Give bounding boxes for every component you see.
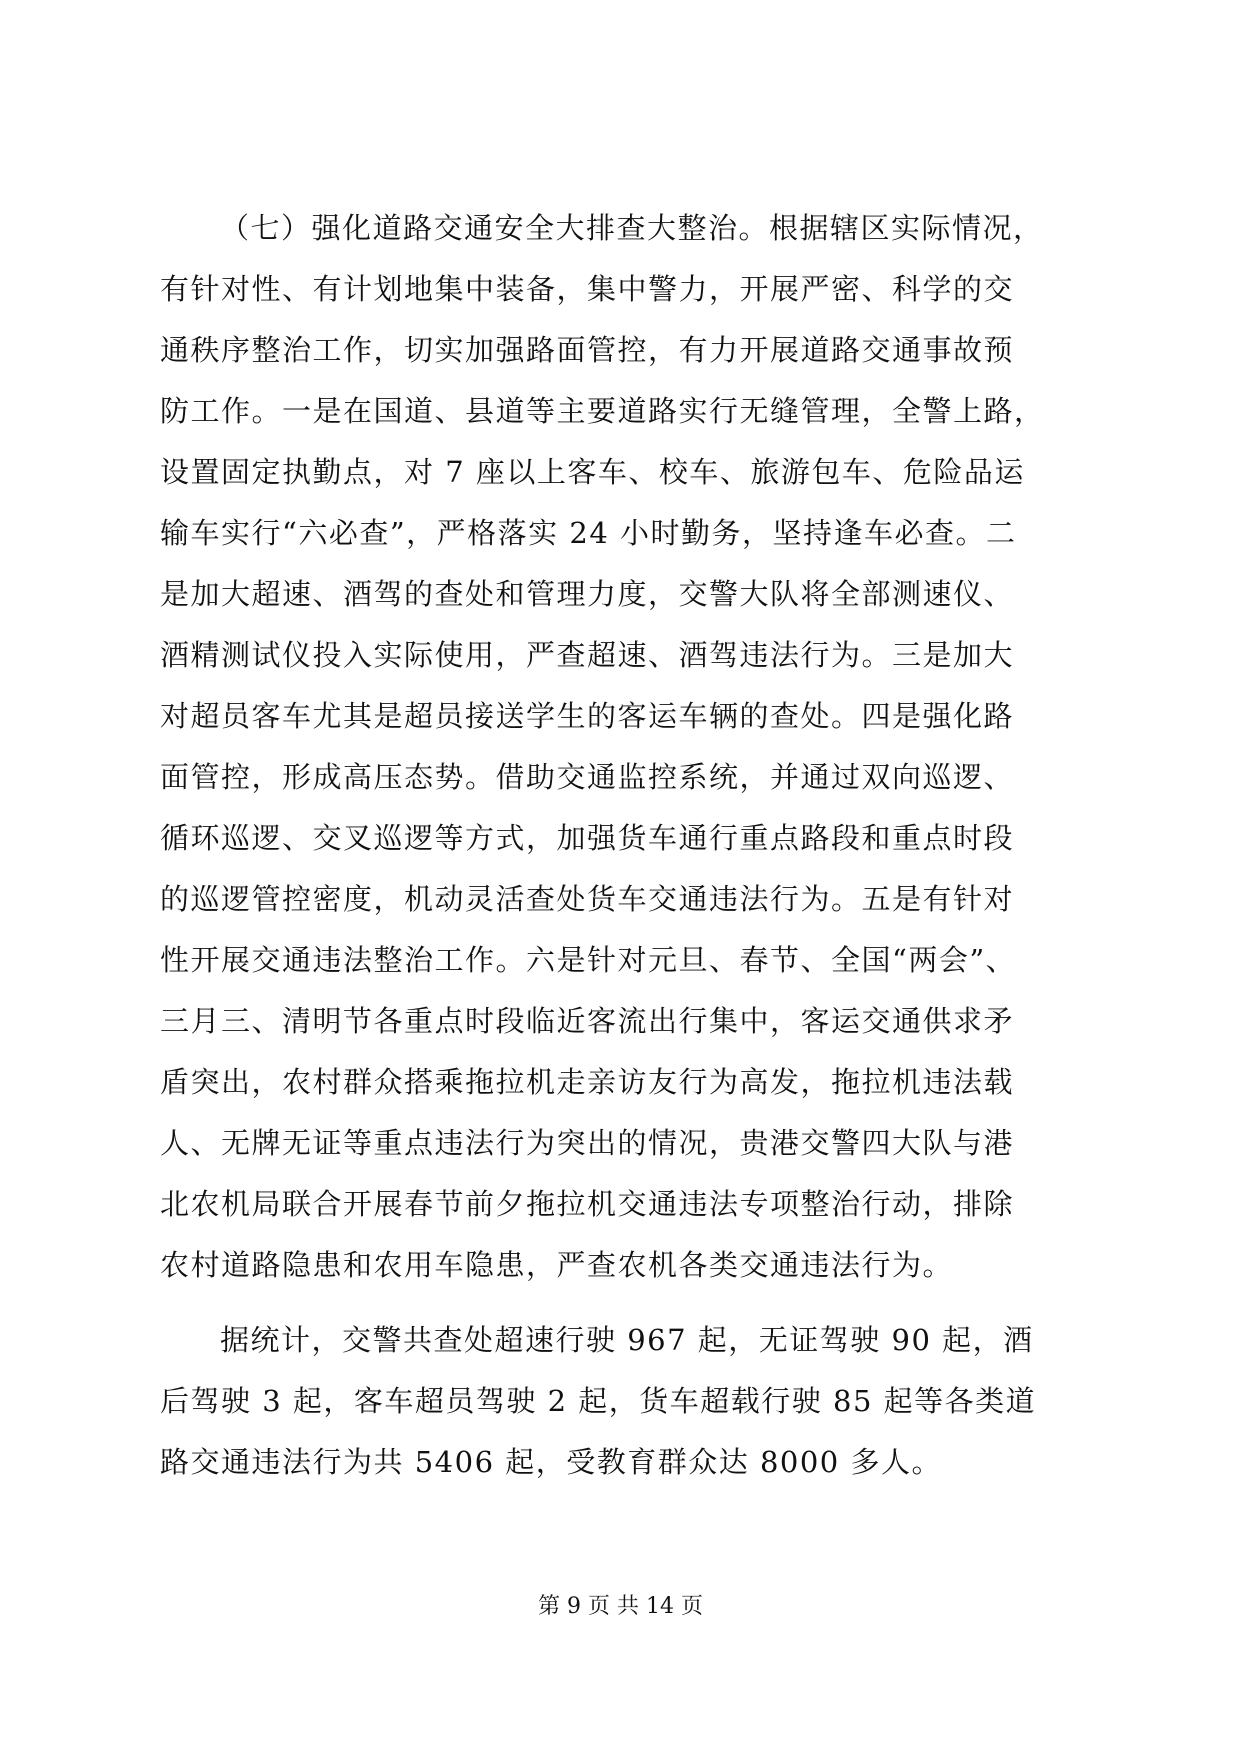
paragraph-line: 输车实行“六必查”，严格落实 24 小时勤务，坚持逢车必查。二 xyxy=(160,516,1017,550)
paragraph-line: 的巡逻管控密度，机动灵活查处货车交通违法行为。五是有针对 xyxy=(160,882,1015,916)
paragraph-1 xyxy=(160,198,1090,1296)
paragraph-line: 据统计，交警共查处超速行驶 967 起，无证驾驶 90 起，酒 xyxy=(220,1323,1034,1357)
paragraph-line: 盾突出，农村群众搭乘拖拉机走亲访友行为高发，拖拉机违法载 xyxy=(160,1065,1015,1099)
paragraph-line: 路交通违法行为共 5406 起，受教育群众达 8000 多人。 xyxy=(160,1445,942,1479)
paragraph-line: 性开展交通违法整治工作。六是针对元旦、春节、全国“两会”、 xyxy=(160,943,1017,977)
paragraph-line: 通秩序整治工作，切实加强路面管控，有力开展道路交通事故预 xyxy=(160,333,1015,367)
page-number-footer: 第 9 页 共 14 页 xyxy=(538,1594,703,1619)
paragraph-2 xyxy=(160,1310,1090,1493)
paragraph-line: 对超员客车尤其是超员接送学生的客运车辆的查处。四是强化路 xyxy=(160,699,1015,733)
paragraph-line: 人、无牌无证等重点违法行为突出的情况，贵港交警四大队与港 xyxy=(160,1126,1015,1160)
paragraph-line: 三月三、清明节各重点时段临近客流出行集中，客运交通供求矛 xyxy=(160,1004,1015,1038)
document-body xyxy=(160,198,1090,1493)
paragraph-line: 是加大超速、酒驾的查处和管理力度，交警大队将全部测速仪、 xyxy=(160,577,1015,611)
paragraph-line: 面管控，形成高压态势。借助交通监控系统，并通过双向巡逻、 xyxy=(160,760,1015,794)
paragraph-spacer xyxy=(160,1296,1090,1310)
paragraph-line: 酒精测试仪投入实际使用，严查超速、酒驾违法行为。三是加大 xyxy=(160,638,1015,672)
paragraph-line: 后驾驶 3 起，客车超员驾驶 2 起，货车超载行驶 85 起等各类道 xyxy=(160,1384,1037,1418)
paragraph-line: 循环巡逻、交叉巡逻等方式，加强货车通行重点路段和重点时段 xyxy=(160,821,1015,855)
paragraph-line: 防工作。一是在国道、县道等主要道路实行无缝管理，全警上路， xyxy=(160,394,1045,428)
paragraph-line: 设置固定执勤点，对 7 座以上客车、校车、旅游包车、危险品运 xyxy=(160,455,1025,489)
paragraph-line: 农村道路隐患和农用车隐患，严查农机各类交通违法行为。 xyxy=(160,1248,954,1282)
paragraph-line: （七）强化道路交通安全大排查大整治。根据辖区实际情况， xyxy=(220,211,1044,245)
paragraph-line: 有针对性、有计划地集中装备，集中警力，开展严密、科学的交 xyxy=(160,272,1015,306)
paragraph-line: 北农机局联合开展春节前夕拖拉机交通违法专项整治行动，排除 xyxy=(160,1187,1015,1221)
